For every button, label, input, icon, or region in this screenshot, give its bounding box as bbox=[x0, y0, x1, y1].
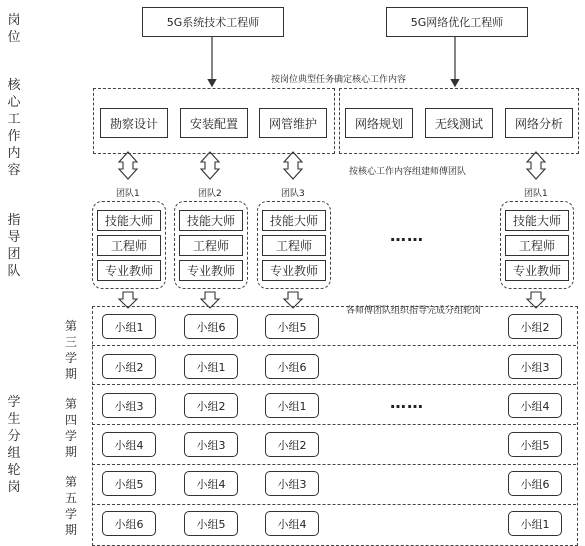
group-cell: 小组2 bbox=[265, 432, 319, 457]
role-teacher: 专业教师 bbox=[97, 260, 161, 281]
label-student-rotation: 学生分组轮岗 bbox=[7, 395, 21, 495]
core-task: 安装配置 bbox=[180, 108, 248, 138]
group-cell: 小组1 bbox=[102, 314, 156, 339]
group-cell: 小组1 bbox=[184, 354, 238, 379]
role-master: 技能大师 bbox=[179, 210, 243, 231]
label-core-work: 核心工作内容 bbox=[7, 78, 21, 178]
group-cell: 小组1 bbox=[265, 393, 319, 418]
group-cell: 小组3 bbox=[184, 432, 238, 457]
group-cell: 小组2 bbox=[184, 393, 238, 418]
ellipsis-groups: …… bbox=[390, 393, 424, 412]
team-label: 团队2 bbox=[198, 189, 222, 199]
core-task: 网管维护 bbox=[259, 108, 327, 138]
row-divider bbox=[92, 345, 576, 346]
group-cell: 小组1 bbox=[508, 511, 562, 536]
group-cell: 小组5 bbox=[184, 511, 238, 536]
group-cell: 小组4 bbox=[265, 511, 319, 536]
role-teacher: 专业教师 bbox=[505, 260, 569, 281]
label-guide-team: 指导团队 bbox=[7, 213, 21, 279]
core-task: 无线测试 bbox=[425, 108, 493, 138]
semester-label-4: 第四学期 bbox=[64, 397, 77, 459]
group-cell: 小组2 bbox=[102, 354, 156, 379]
role-engineer: 工程师 bbox=[262, 235, 326, 256]
row-divider bbox=[92, 384, 576, 385]
team-label: 团队1 bbox=[524, 189, 548, 199]
group-cell: 小组4 bbox=[184, 471, 238, 496]
role-teacher: 专业教师 bbox=[262, 260, 326, 281]
row-divider bbox=[92, 464, 576, 465]
group-cell: 小组5 bbox=[265, 314, 319, 339]
group-cell: 小组3 bbox=[102, 393, 156, 418]
position-box-optimization-engineer: 5G网络优化工程师 bbox=[386, 7, 528, 37]
group-cell: 小组6 bbox=[102, 511, 156, 536]
role-engineer: 工程师 bbox=[97, 235, 161, 256]
group-cell: 小组3 bbox=[265, 471, 319, 496]
row-divider bbox=[92, 504, 576, 505]
note-by-core: 按核心工作内容组建师傅团队 bbox=[349, 167, 467, 177]
group-cell: 小组3 bbox=[508, 354, 562, 379]
semester-label-3: 第三学期 bbox=[64, 319, 77, 381]
role-teacher: 专业教师 bbox=[179, 260, 243, 281]
group-cell: 小组2 bbox=[508, 314, 562, 339]
group-cell: 小组5 bbox=[102, 471, 156, 496]
role-master: 技能大师 bbox=[262, 210, 326, 231]
group-cell: 小组4 bbox=[508, 393, 562, 418]
note-by-task: 按岗位典型任务确定核心工作内容 bbox=[271, 75, 407, 85]
semester-label-5: 第五学期 bbox=[64, 475, 77, 537]
role-master: 技能大师 bbox=[97, 210, 161, 231]
role-engineer: 工程师 bbox=[505, 235, 569, 256]
group-cell: 小组6 bbox=[508, 471, 562, 496]
ellipsis-teams: …… bbox=[390, 226, 424, 245]
group-cell: 小组6 bbox=[184, 314, 238, 339]
note-by-team: 各师傅团队组织指导完成分组轮岗 bbox=[346, 306, 482, 316]
group-cell: 小组6 bbox=[265, 354, 319, 379]
role-engineer: 工程师 bbox=[179, 235, 243, 256]
core-task: 网络规划 bbox=[345, 108, 413, 138]
team-label: 团队1 bbox=[116, 189, 140, 199]
core-task: 勘察设计 bbox=[100, 108, 168, 138]
row-divider bbox=[92, 424, 576, 425]
label-position: 岗位 bbox=[7, 13, 21, 45]
group-cell: 小组4 bbox=[102, 432, 156, 457]
team-label: 团队3 bbox=[281, 189, 305, 199]
rotation-grid bbox=[92, 306, 578, 546]
position-box-system-engineer: 5G系统技术工程师 bbox=[142, 7, 284, 37]
role-master: 技能大师 bbox=[505, 210, 569, 231]
group-cell: 小组5 bbox=[508, 432, 562, 457]
core-task: 网络分析 bbox=[505, 108, 573, 138]
